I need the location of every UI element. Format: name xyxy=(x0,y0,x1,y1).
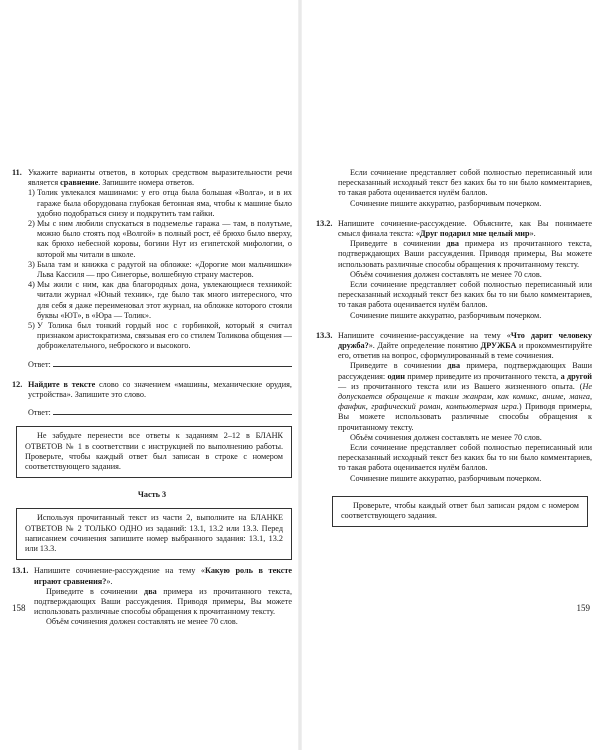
question-12 xyxy=(12,380,292,400)
task-text-end: ». xyxy=(106,576,113,586)
text: Приведите в сочинении xyxy=(46,586,145,596)
answer-options xyxy=(12,188,292,351)
task-13-2 xyxy=(316,219,592,321)
text: Приведите в сочинении xyxy=(350,239,447,249)
task-zero-rule: Если сочинение представляет собой полностью переписанный или пересказанный исходный текст без каких бы то ни было комментариев, то такая работа оценивается нулём баллов. xyxy=(338,443,592,473)
task-text: Напишите сочинение-рассуждение. Объясните, как Вы понимаете смысл финала текста: « xyxy=(338,218,592,239)
option-text: Толик увлекался машинами: у его отца была большая «Волга», и в их гараже была оборудована глубокая бетонная яма, чтобы к машине было удобно подобраться снизу и подкрутить там гайки. xyxy=(37,188,292,218)
task-topic: Что дарит человеку дружба? xyxy=(338,330,593,351)
answer-label: Ответ: xyxy=(28,408,51,418)
page-number: 159 xyxy=(576,603,590,613)
text: — из прочитанного текста или из Вашего жизненного опыта. ( xyxy=(338,381,583,391)
option-number: 3) xyxy=(28,259,35,269)
task-handwriting: Сочинение пишите аккуратно, разборчивым почерком. xyxy=(350,310,542,320)
check-box xyxy=(332,496,588,527)
task-13-3 xyxy=(316,331,592,484)
emphasis: а другой xyxy=(560,371,593,381)
task-text: ». Дайте определение понятию xyxy=(368,341,481,351)
task-prompt xyxy=(34,566,292,586)
task-volume: Объём сочинения должен составлять не менее 70 слов. xyxy=(350,269,542,279)
emphasis: один xyxy=(387,371,405,381)
left-column xyxy=(12,168,292,628)
question-keyword: в тексте xyxy=(63,379,96,389)
option-number: 2) xyxy=(28,219,35,229)
question-11 xyxy=(12,168,292,188)
task-volume: Объём сочинения должен составлять не менее 70 слов. xyxy=(46,617,238,627)
option-text: У Толика был тонкий гордый нос с горбинкой, который я считал признаком аристократизма, связывая его со стилем Толикова общения — доброжелательного, неброского и высокого. xyxy=(37,321,292,351)
option-number: 1) xyxy=(28,188,35,198)
option-text: Мы жили с ним, как два благородных дона, увлекающиеся техникой: читали журнал «Юный техник», где было так много интересного, что для себя я даже переименовал этот журнал, на обложке которого стояли буквы «ЮТ», в «Юра — Толик». xyxy=(37,280,292,320)
question-number: 12. xyxy=(12,379,23,389)
right-column xyxy=(316,168,592,527)
option-text: Была там и книжка с радугой на обложке: «Дорогие мои мальчишки» Льва Кассиля — про Синегорье, волшебную страну мастеров. xyxy=(37,259,292,280)
question-keyword: сравнение xyxy=(60,178,99,188)
task-concept: ДРУЖБА xyxy=(480,341,517,351)
instruction-text: Используя прочитанный текст из части 2, выполните на БЛАНКЕ ОТВЕТОВ № 2 ТОЛЬКО ОДНО из заданий: 13.1, 13.2 или 13.3. Перед написанием сочинения запишите номер выбранного задания: 13.1, 13.2 или 13.3. xyxy=(25,513,283,554)
question-text: Укажите варианты ответов, в которых средством выразительности речи является xyxy=(28,168,292,188)
task-number: 13.3. xyxy=(316,330,333,340)
text: пример приведите из прочитанного текста, xyxy=(404,371,561,381)
option-2 xyxy=(28,219,292,260)
task-text-end: и прокомментируйте его, ответив на вопрос, сформулированный в теме сочинения. xyxy=(338,341,592,361)
answer-label: Ответ: xyxy=(28,359,51,369)
task-prompt xyxy=(338,219,592,239)
reminder-text: Не забудьте перенести все ответы к заданиям 2–12 в БЛАНК ОТВЕТОВ № 1 в соответствии с инструкцией по выполнению работы. Проверьте, чтобы каждый ответ был записан в строке с номером соответствующего задания. xyxy=(25,431,283,472)
option-5 xyxy=(28,321,292,352)
task-text: Напишите сочинение-рассуждение на тему « xyxy=(34,566,205,576)
task-volume: Объём сочинения должен составлять не менее 70 слов. xyxy=(350,432,542,442)
question-text-end: . Запишите номера ответов. xyxy=(98,178,195,188)
option-1 xyxy=(28,188,292,219)
option-4 xyxy=(28,280,292,321)
question-text-end: слово со значением «машины, механические орудия, устройства». Запишите это слово. xyxy=(28,379,292,400)
task-text: Напишите сочинение-рассуждение на тему « xyxy=(338,330,511,340)
task-examples xyxy=(338,361,592,432)
part-3-title: Часть 3 xyxy=(137,490,167,500)
question-text-start: Найдите xyxy=(28,379,64,389)
answer-line-12[interactable] xyxy=(12,406,292,418)
emphasis: два xyxy=(144,586,157,596)
answer-blank[interactable] xyxy=(53,358,292,367)
task-13-1-continued xyxy=(316,168,592,209)
task-handwriting: Сочинение пишите аккуратно, разборчивым почерком. xyxy=(350,198,542,208)
text: примера из прочитанного текста, подтверждающих Ваши рассуждения. Приводя примеры, Вы можете использовать различные способы обращения к прочитанному тексту. xyxy=(34,586,292,617)
task-prompt xyxy=(338,331,592,362)
instruction-box xyxy=(16,508,292,560)
text: примера, подтверждающих Ваши рассуждения: xyxy=(338,361,592,381)
answer-blank[interactable] xyxy=(53,406,292,415)
task-quote: Друг подарил мне целый мир xyxy=(419,229,530,239)
text: примера из прочитанного текста, подтверждающих Ваши рассуждения. Приводя примеры, Вы можете использовать различные способы обращения к прочитанному тексту. xyxy=(338,239,592,269)
text: ) Приводя примеры, Вы можете использовать различные способы обращения к прочитанному тексту. xyxy=(338,402,593,432)
option-number: 5) xyxy=(28,321,35,331)
answer-line-11[interactable] xyxy=(12,358,292,370)
task-topic: Какую роль в тексте играют сравнения? xyxy=(34,566,293,586)
task-examples xyxy=(338,239,592,270)
task-zero-rule: Если сочинение представляет собой полностью переписанный или пересказанный исходный текст без каких бы то ни было комментариев, то такая работа оценивается нулём баллов. xyxy=(338,168,592,198)
page-number: 158 xyxy=(12,603,26,613)
question-number: 11. xyxy=(12,168,22,177)
option-text: Мы с ним любили спускаться в подземелье гаража — там, в полутьме, можно было стоять под «Волгой» в полный рост, её брюхо было вверху, как брюхо небесной коровы, богини Нут из египетской мифологии, о которой мы читали в школе. xyxy=(37,219,292,259)
task-handwriting: Сочинение пишите аккуратно, разборчивым почерком. xyxy=(350,473,542,483)
text: Приведите в сочинении xyxy=(350,361,448,371)
italic-note: Не допускается обращение к таким жанрам, как комикс, аниме, манга, фанфик, графический роман, компьютерная игра. xyxy=(338,381,592,412)
option-3 xyxy=(28,260,292,280)
task-examples xyxy=(34,587,292,618)
emphasis: два xyxy=(447,361,461,371)
task-13-1 xyxy=(12,566,292,627)
task-number: 13.1. xyxy=(12,566,29,576)
task-number: 13.2. xyxy=(316,218,333,228)
reminder-box xyxy=(16,426,292,478)
task-text-end: ». xyxy=(529,229,536,239)
task-zero-rule: Если сочинение представляет собой полностью переписанный или пересказанный исходный текст без каких бы то ни было комментариев, то такая работа оценивается нулём баллов. xyxy=(338,280,592,310)
emphasis: два xyxy=(446,239,459,249)
option-number: 4) xyxy=(28,280,35,290)
check-text: Проверьте, чтобы каждый ответ был записан рядом с номером соответствующего задания. xyxy=(341,500,579,521)
right-page xyxy=(300,0,600,750)
